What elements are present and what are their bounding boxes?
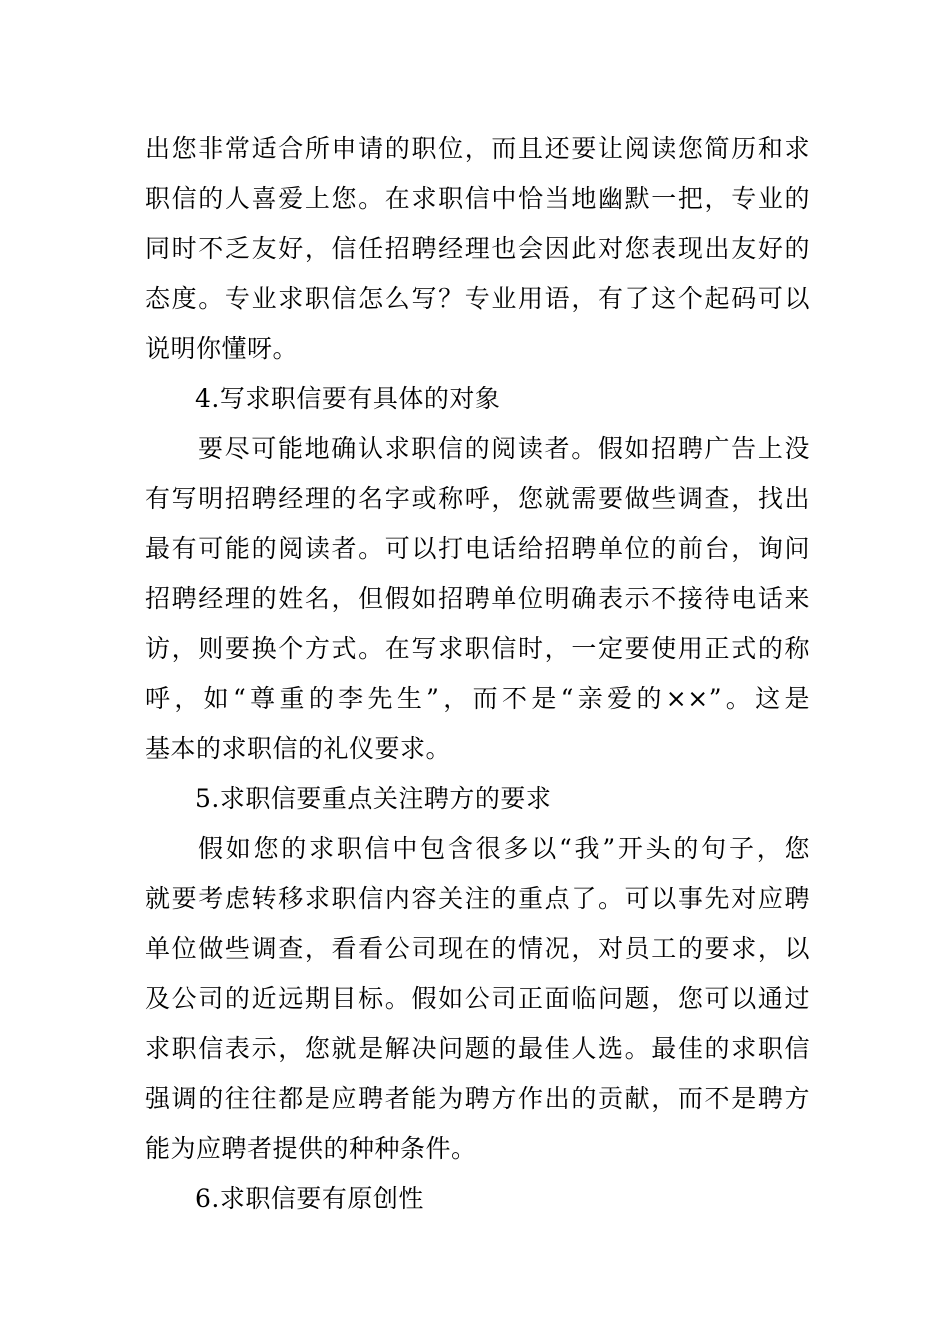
section-heading-6: 6.求职信要有原创性 [195,1184,424,1213]
body-text-line: 就要考虑转移求职信内容关注的重点了。可以事先对应聘 [145,884,810,913]
body-text-line: 单位做些调查，看看公司现在的情况，对员工的要求，以 [145,934,810,963]
body-text-line: 基本的求职信的礼仪要求。 [145,734,452,763]
body-text-line: 招聘经理的姓名，但假如招聘单位明确表示不接待电话来 [145,584,810,613]
body-text-line: 同时不乏友好，信任招聘经理也会因此对您表现出友好的 [145,234,810,263]
body-text-line: 态度。专业求职信怎么写？专业用语，有了这个起码可以 [145,284,810,313]
section-heading-4: 4.写求职信要有具体的对象 [195,384,501,413]
body-text-line: 职信的人喜爱上您。在求职信中恰当地幽默一把，专业的 [145,184,810,213]
body-text-line: 要尽可能地确认求职信的阅读者。假如招聘广告上没 [198,434,810,463]
body-text-line: 求职信表示，您就是解决问题的最佳人选。最佳的求职信 [145,1034,810,1063]
body-text-line: 能为应聘者提供的种种条件。 [145,1134,477,1163]
body-text-line: 访，则要换个方式。在写求职信时，一定要使用正式的称 [145,634,810,663]
body-text-line: 假如您的求职信中包含很多以“我”开头的句子，您 [198,834,810,863]
body-text-line: 呼，如“尊重的李先生”，而不是“亲爱的××”。这是 [145,684,810,713]
body-text-line: 强调的往往都是应聘者能为聘方作出的贡献，而不是聘方 [145,1084,810,1113]
body-text-line: 及公司的近远期目标。假如公司正面临问题，您可以通过 [145,984,810,1013]
body-text-line: 有写明招聘经理的名字或称呼，您就需要做些调查，找出 [145,484,810,513]
body-text-line: 最有可能的阅读者。可以打电话给招聘单位的前台，询问 [145,534,810,563]
body-text-line: 出您非常适合所申请的职位，而且还要让阅读您简历和求 [145,134,810,163]
body-text-line: 说明你懂呀。 [145,334,299,363]
section-heading-5: 5.求职信要重点关注聘方的要求 [195,784,552,813]
